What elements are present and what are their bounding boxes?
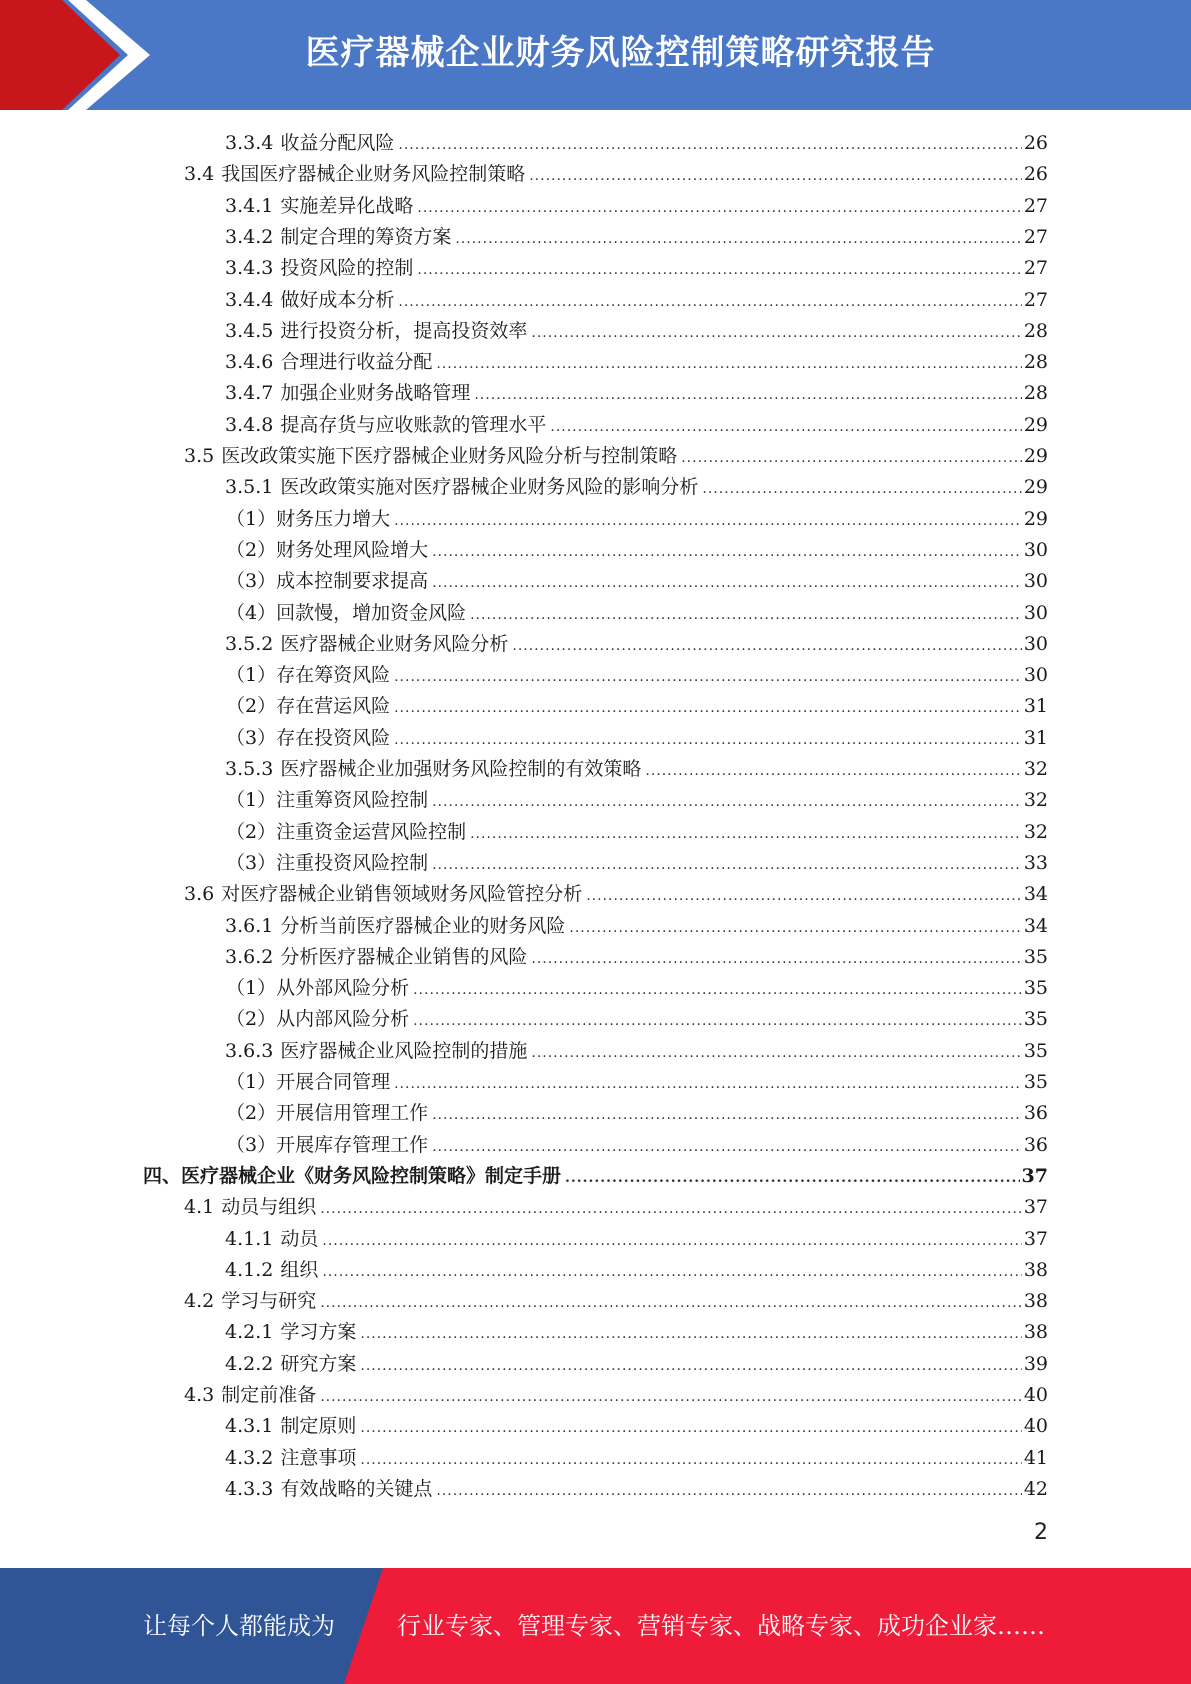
toc-entry-page: 29 bbox=[1023, 445, 1048, 467]
toc-dot-leader bbox=[320, 1201, 1022, 1217]
toc-dot-leader bbox=[320, 1389, 1022, 1405]
toc-entry-number: （1） bbox=[226, 664, 277, 687]
toc-entry[interactable] bbox=[225, 1317, 1048, 1348]
toc-entry-page: 34 bbox=[1023, 883, 1048, 906]
toc-dot-leader bbox=[413, 1013, 1022, 1029]
toc-entry[interactable] bbox=[225, 253, 1048, 284]
toc-entry[interactable] bbox=[225, 347, 1048, 378]
toc-entry[interactable] bbox=[225, 629, 1048, 660]
toc-entry[interactable] bbox=[184, 159, 1048, 190]
toc-dot-leader bbox=[470, 826, 1022, 842]
toc-entry-number: 4.3 bbox=[184, 1384, 215, 1406]
toc-entry-title: 合理进行收益分配 bbox=[280, 351, 433, 374]
toc-entry-title: 分析医疗器械企业销售的风险 bbox=[280, 945, 528, 968]
toc-entry-page: 31 bbox=[1023, 695, 1048, 718]
toc-entry-page: 40 bbox=[1023, 1384, 1048, 1406]
toc-entry-title: 注重筹资风险控制 bbox=[276, 789, 429, 812]
toc-entry[interactable] bbox=[225, 410, 1048, 441]
toc-dot-leader bbox=[320, 1295, 1022, 1311]
toc-entry-page: 27 bbox=[1023, 225, 1048, 248]
toc-entry[interactable] bbox=[226, 535, 1048, 566]
toc-entry[interactable] bbox=[226, 504, 1048, 535]
toc-dot-leader bbox=[470, 607, 1022, 623]
toc-entry[interactable] bbox=[226, 817, 1048, 848]
toc-entry-page: 28 bbox=[1023, 351, 1048, 374]
toc-entry[interactable] bbox=[225, 754, 1048, 785]
toc-entry-page: 32 bbox=[1023, 758, 1048, 780]
toc-entry[interactable] bbox=[225, 378, 1048, 409]
toc-entry-number: 3.6.3 bbox=[225, 1039, 274, 1062]
toc-entry-page: 35 bbox=[1023, 1071, 1048, 1093]
toc-entry-title: 存在营运风险 bbox=[276, 695, 391, 718]
toc-entry-page: 28 bbox=[1023, 319, 1048, 342]
toc-entry-title: 开展库存管理工作 bbox=[276, 1133, 429, 1156]
toc-dot-leader bbox=[360, 1326, 1021, 1342]
toc-entry-title: 存在筹资风险 bbox=[276, 664, 391, 687]
toc-dot-leader bbox=[394, 700, 1022, 716]
toc-entry-title: 加强企业财务战略管理 bbox=[280, 382, 471, 405]
toc-entry-number: 3.3.4 bbox=[225, 132, 274, 154]
toc-entry-page: 30 bbox=[1023, 570, 1048, 593]
toc-dot-leader bbox=[417, 262, 1021, 278]
toc-entry-title: 回款慢，增加资金风险 bbox=[276, 601, 467, 624]
toc-entry-page: 42 bbox=[1023, 1477, 1048, 1500]
toc-entry-page: 35 bbox=[1023, 1039, 1048, 1062]
toc-dot-leader bbox=[531, 951, 1021, 967]
toc-entry[interactable] bbox=[184, 441, 1048, 472]
toc-entry-title: 分析当前医疗器械企业的财务风险 bbox=[280, 914, 566, 937]
toc-entry[interactable] bbox=[226, 1004, 1048, 1035]
toc-dot-leader bbox=[432, 544, 1022, 560]
toc-entry-page: 36 bbox=[1023, 1133, 1048, 1156]
toc-dot-leader bbox=[322, 1233, 1021, 1249]
toc-entry-page: 35 bbox=[1023, 977, 1048, 1000]
toc-dot-leader bbox=[550, 419, 1021, 435]
toc-dot-leader bbox=[512, 638, 1021, 654]
toc-entry-number: 3.4 bbox=[184, 163, 215, 186]
toc-entry-title: 制定原则 bbox=[280, 1415, 357, 1438]
toc-entry-number: （2） bbox=[226, 1102, 277, 1125]
toc-entry-number: （1） bbox=[226, 1071, 277, 1093]
toc-entry[interactable] bbox=[225, 1411, 1048, 1442]
toc-entry-number: 3.4.6 bbox=[225, 351, 274, 374]
toc-entry-page: 39 bbox=[1023, 1352, 1048, 1375]
toc-dot-leader bbox=[432, 794, 1022, 810]
toc-entry[interactable] bbox=[226, 598, 1048, 629]
toc-entry[interactable] bbox=[184, 879, 1048, 910]
toc-entry-page: 32 bbox=[1023, 789, 1048, 812]
toc-dot-leader bbox=[432, 575, 1022, 591]
toc-entry[interactable] bbox=[226, 566, 1048, 597]
toc-dot-leader bbox=[586, 888, 1022, 904]
toc-dot-leader bbox=[531, 1045, 1021, 1061]
header-arrow-icon bbox=[0, 0, 160, 110]
toc-entry-number: 4.3.1 bbox=[225, 1415, 274, 1438]
report-title: 医疗器械企业财务风险控制策略研究报告 bbox=[305, 33, 936, 73]
toc-dot-leader bbox=[394, 669, 1022, 685]
toc-dot-leader bbox=[360, 1358, 1021, 1374]
toc-entry-number: 4.1 bbox=[184, 1196, 215, 1219]
toc-entry-page: 29 bbox=[1023, 476, 1048, 499]
toc-entry-title: 财务处理风险增大 bbox=[276, 538, 429, 561]
toc-entry-page: 30 bbox=[1023, 632, 1048, 655]
toc-entry-page: 38 bbox=[1023, 1258, 1048, 1281]
toc-entry-number: 4.1.2 bbox=[225, 1258, 274, 1281]
toc-entry-title: 组织 bbox=[280, 1258, 319, 1281]
toc-entry[interactable] bbox=[225, 222, 1048, 253]
toc-entry-title: 医改政策实施对医疗器械企业财务风险的影响分析 bbox=[280, 476, 699, 499]
toc-entry-title: 学习方案 bbox=[280, 1321, 357, 1344]
toc-dot-leader bbox=[394, 513, 1022, 529]
toc-entry-title: 从外部风险分析 bbox=[276, 977, 410, 1000]
toc-entry-page: 30 bbox=[1023, 538, 1048, 561]
toc-entry[interactable] bbox=[184, 1286, 1048, 1317]
toc-entry-number: 3.6.2 bbox=[225, 945, 274, 968]
toc-entry-number: （1） bbox=[226, 507, 277, 530]
footer-band bbox=[0, 1568, 1191, 1684]
toc-entry-number: （3） bbox=[226, 851, 277, 874]
toc-entry-title: 学习与研究 bbox=[221, 1290, 317, 1313]
toc-entry[interactable] bbox=[226, 660, 1048, 691]
toc-entry-page: 26 bbox=[1023, 163, 1048, 186]
toc-dot-leader bbox=[432, 857, 1022, 873]
toc-entry-page: 27 bbox=[1023, 257, 1048, 280]
toc-entry-number: 3.5.3 bbox=[225, 758, 274, 780]
toc-entry-title: 动员 bbox=[280, 1227, 319, 1250]
toc-entry-title: 存在投资风险 bbox=[276, 726, 391, 749]
toc-entry-page: 38 bbox=[1023, 1290, 1048, 1313]
toc-entry-title: 收益分配风险 bbox=[280, 132, 395, 154]
toc-entry-number: （2） bbox=[226, 695, 277, 718]
toc-entry[interactable] bbox=[225, 1224, 1048, 1255]
toc-entry-page: 27 bbox=[1023, 288, 1048, 311]
toc-entry-title: 注重投资风险控制 bbox=[276, 851, 429, 874]
toc-entry-title: 有效战略的关键点 bbox=[280, 1477, 433, 1500]
toc-entry-number: 四、 bbox=[143, 1164, 182, 1187]
toc-dot-leader bbox=[360, 1420, 1021, 1436]
toc-entry[interactable] bbox=[225, 1036, 1048, 1067]
toc-dot-leader bbox=[455, 231, 1021, 247]
toc-entry-page: 28 bbox=[1023, 382, 1048, 405]
toc-entry[interactable] bbox=[225, 316, 1048, 347]
toc-entry[interactable] bbox=[226, 1067, 1048, 1098]
toc-entry[interactable] bbox=[225, 1443, 1048, 1474]
toc-entry-number: 3.6.1 bbox=[225, 914, 274, 937]
toc-entry[interactable] bbox=[225, 128, 1048, 159]
toc-entry-number: （2） bbox=[226, 538, 277, 561]
toc-entry-title: 注意事项 bbox=[280, 1446, 357, 1469]
toc-entry-title: 医疗器械企业《财务风险控制策略》制定手册 bbox=[181, 1164, 562, 1187]
toc-entry-number: （1） bbox=[226, 789, 277, 812]
toc-entry-title: 做好成本分析 bbox=[280, 288, 395, 311]
footer-slogan-left: 让每个人都能成为 bbox=[143, 1612, 335, 1640]
toc-entry-number: 3.5.2 bbox=[225, 632, 274, 655]
toc-entry-number: （4） bbox=[226, 601, 277, 624]
toc-entry-page: 26 bbox=[1023, 132, 1048, 154]
toc-entry-title: 制定前准备 bbox=[221, 1384, 317, 1406]
toc-entry-number: 4.2.2 bbox=[225, 1352, 274, 1375]
toc-entry-page: 37 bbox=[1023, 1227, 1048, 1250]
toc-entry-number: （3） bbox=[226, 570, 277, 593]
toc-entry[interactable] bbox=[184, 1380, 1048, 1411]
toc-entry-title: 医疗器械企业财务风险分析 bbox=[280, 632, 509, 655]
toc-entry-number: （2） bbox=[226, 1008, 277, 1031]
toc-entry-number: 3.4.2 bbox=[225, 225, 274, 248]
toc-entry-title: 提高存货与应收账款的管理水平 bbox=[280, 413, 547, 436]
toc-entry-page: 33 bbox=[1023, 851, 1048, 874]
toc-entry[interactable] bbox=[225, 911, 1048, 942]
toc-dot-leader bbox=[565, 1170, 1020, 1186]
toc-entry-number: 4.2.1 bbox=[225, 1321, 274, 1344]
toc-entry-number: 4.2 bbox=[184, 1290, 215, 1313]
toc-dot-leader bbox=[322, 1264, 1021, 1280]
toc-entry-page: 40 bbox=[1023, 1415, 1048, 1438]
toc-entry-number: 4.1.1 bbox=[225, 1227, 274, 1250]
toc-entry-title: 成本控制要求提高 bbox=[276, 570, 429, 593]
toc-entry[interactable] bbox=[226, 691, 1048, 722]
toc-dot-leader bbox=[360, 1452, 1021, 1468]
toc-entry-number: 3.4.8 bbox=[225, 413, 274, 436]
toc-entry-number: 4.3.2 bbox=[225, 1446, 274, 1469]
toc-dot-leader bbox=[531, 325, 1021, 341]
toc-entry-title: 我国医疗器械企业财务风险控制策略 bbox=[221, 163, 526, 186]
toc-dot-leader bbox=[394, 1076, 1022, 1092]
toc-entry[interactable] bbox=[225, 191, 1048, 222]
toc-entry[interactable] bbox=[226, 848, 1048, 879]
toc-dot-leader bbox=[398, 137, 1021, 153]
toc-entry-title: 研究方案 bbox=[280, 1352, 357, 1375]
toc-entry-number: 3.4.1 bbox=[225, 194, 274, 217]
toc-entry-page: 37 bbox=[1021, 1164, 1048, 1187]
toc-entry[interactable] bbox=[226, 723, 1048, 754]
toc-dot-leader bbox=[436, 356, 1021, 372]
toc-entry-number: 3.4.3 bbox=[225, 257, 274, 280]
toc-entry-title: 实施差异化战略 bbox=[280, 194, 414, 217]
toc-entry-number: （2） bbox=[226, 820, 277, 843]
toc-entry-page: 29 bbox=[1023, 413, 1048, 436]
toc-entry[interactable] bbox=[226, 785, 1048, 816]
toc-dot-leader bbox=[702, 481, 1021, 497]
toc-entry-number: （3） bbox=[226, 1133, 277, 1156]
toc-dot-leader bbox=[474, 387, 1021, 403]
toc-entry-page: 29 bbox=[1023, 507, 1048, 530]
toc-entry[interactable] bbox=[184, 1192, 1048, 1223]
toc-entry-title: 动员与组织 bbox=[221, 1196, 317, 1219]
toc-entry-title: 对医疗器械企业销售领域财务风险管控分析 bbox=[221, 883, 583, 906]
toc-entry-page: 37 bbox=[1023, 1196, 1048, 1219]
toc-entry[interactable] bbox=[225, 472, 1048, 503]
toc-entry-page: 41 bbox=[1023, 1446, 1048, 1469]
toc-entry-title: 开展合同管理 bbox=[276, 1071, 391, 1093]
toc-entry[interactable] bbox=[225, 1349, 1048, 1380]
toc-dot-leader bbox=[413, 982, 1022, 998]
toc-entry-page: 34 bbox=[1023, 914, 1048, 937]
toc-dot-leader bbox=[432, 1139, 1022, 1155]
toc-entry-page: 30 bbox=[1023, 664, 1048, 687]
toc-entry-page: 35 bbox=[1023, 945, 1048, 968]
toc-entry[interactable] bbox=[226, 1098, 1048, 1129]
toc-entry[interactable] bbox=[226, 973, 1048, 1004]
toc-dot-leader bbox=[432, 1107, 1022, 1123]
toc-dot-leader bbox=[529, 168, 1022, 184]
footer-slogan-right: 行业专家、管理专家、营销专家、战略专家、成功企业家…… bbox=[397, 1612, 1045, 1640]
toc-entry[interactable] bbox=[143, 1161, 1048, 1192]
toc-dot-leader bbox=[645, 763, 1021, 779]
toc-entry-title: 进行投资分析，提高投资效率 bbox=[280, 319, 528, 342]
toc-dot-leader bbox=[569, 920, 1021, 936]
toc-entry-page: 36 bbox=[1023, 1102, 1048, 1125]
toc-entry-number: 3.4.7 bbox=[225, 382, 274, 405]
toc-entry-title: 医改政策实施下医疗器械企业财务风险分析与控制策略 bbox=[221, 445, 678, 467]
toc-entry-title: 财务压力增大 bbox=[276, 507, 391, 530]
toc-entry-title: 注重资金运营风险控制 bbox=[276, 820, 467, 843]
page-number: 2 bbox=[1034, 1520, 1048, 1545]
toc-entry-number: 3.6 bbox=[184, 883, 215, 906]
toc-entry[interactable] bbox=[226, 1130, 1048, 1161]
toc-entry-number: 3.5 bbox=[184, 445, 215, 467]
toc-dot-leader bbox=[398, 294, 1021, 310]
toc-entry-page: 32 bbox=[1023, 820, 1048, 843]
toc-entry-title: 从内部风险分析 bbox=[276, 1008, 410, 1031]
toc-entry[interactable] bbox=[225, 1474, 1048, 1505]
toc-entry-number: 3.4.5 bbox=[225, 319, 274, 342]
toc-dot-leader bbox=[681, 450, 1022, 466]
toc-entry-title: 医疗器械企业风险控制的措施 bbox=[280, 1039, 528, 1062]
toc-entry-page: 38 bbox=[1023, 1321, 1048, 1344]
toc-dot-leader bbox=[417, 200, 1021, 216]
toc-entry[interactable] bbox=[225, 942, 1048, 973]
toc-entry-page: 30 bbox=[1023, 601, 1048, 624]
toc-dot-leader bbox=[394, 732, 1022, 748]
toc-entry-title: 开展信用管理工作 bbox=[276, 1102, 429, 1125]
toc-dot-leader bbox=[436, 1483, 1021, 1499]
toc-entry-page: 35 bbox=[1023, 1008, 1048, 1031]
toc-entry[interactable] bbox=[225, 1255, 1048, 1286]
header-band bbox=[0, 0, 1191, 110]
toc-entry-number: 4.3.3 bbox=[225, 1477, 274, 1500]
toc-entry-title: 制定合理的筹资方案 bbox=[280, 225, 452, 248]
toc-entry-number: （1） bbox=[226, 977, 277, 1000]
toc-entry-number: 3.5.1 bbox=[225, 476, 274, 499]
toc-entry-page: 31 bbox=[1023, 726, 1048, 749]
toc-entry-number: 3.4.4 bbox=[225, 288, 274, 311]
toc-entry[interactable] bbox=[225, 285, 1048, 316]
toc-entry-number: （3） bbox=[226, 726, 277, 749]
toc-entry-page: 27 bbox=[1023, 194, 1048, 217]
toc-entry-title: 投资风险的控制 bbox=[280, 257, 414, 280]
toc-entry-title: 医疗器械企业加强财务风险控制的有效策略 bbox=[280, 758, 642, 780]
